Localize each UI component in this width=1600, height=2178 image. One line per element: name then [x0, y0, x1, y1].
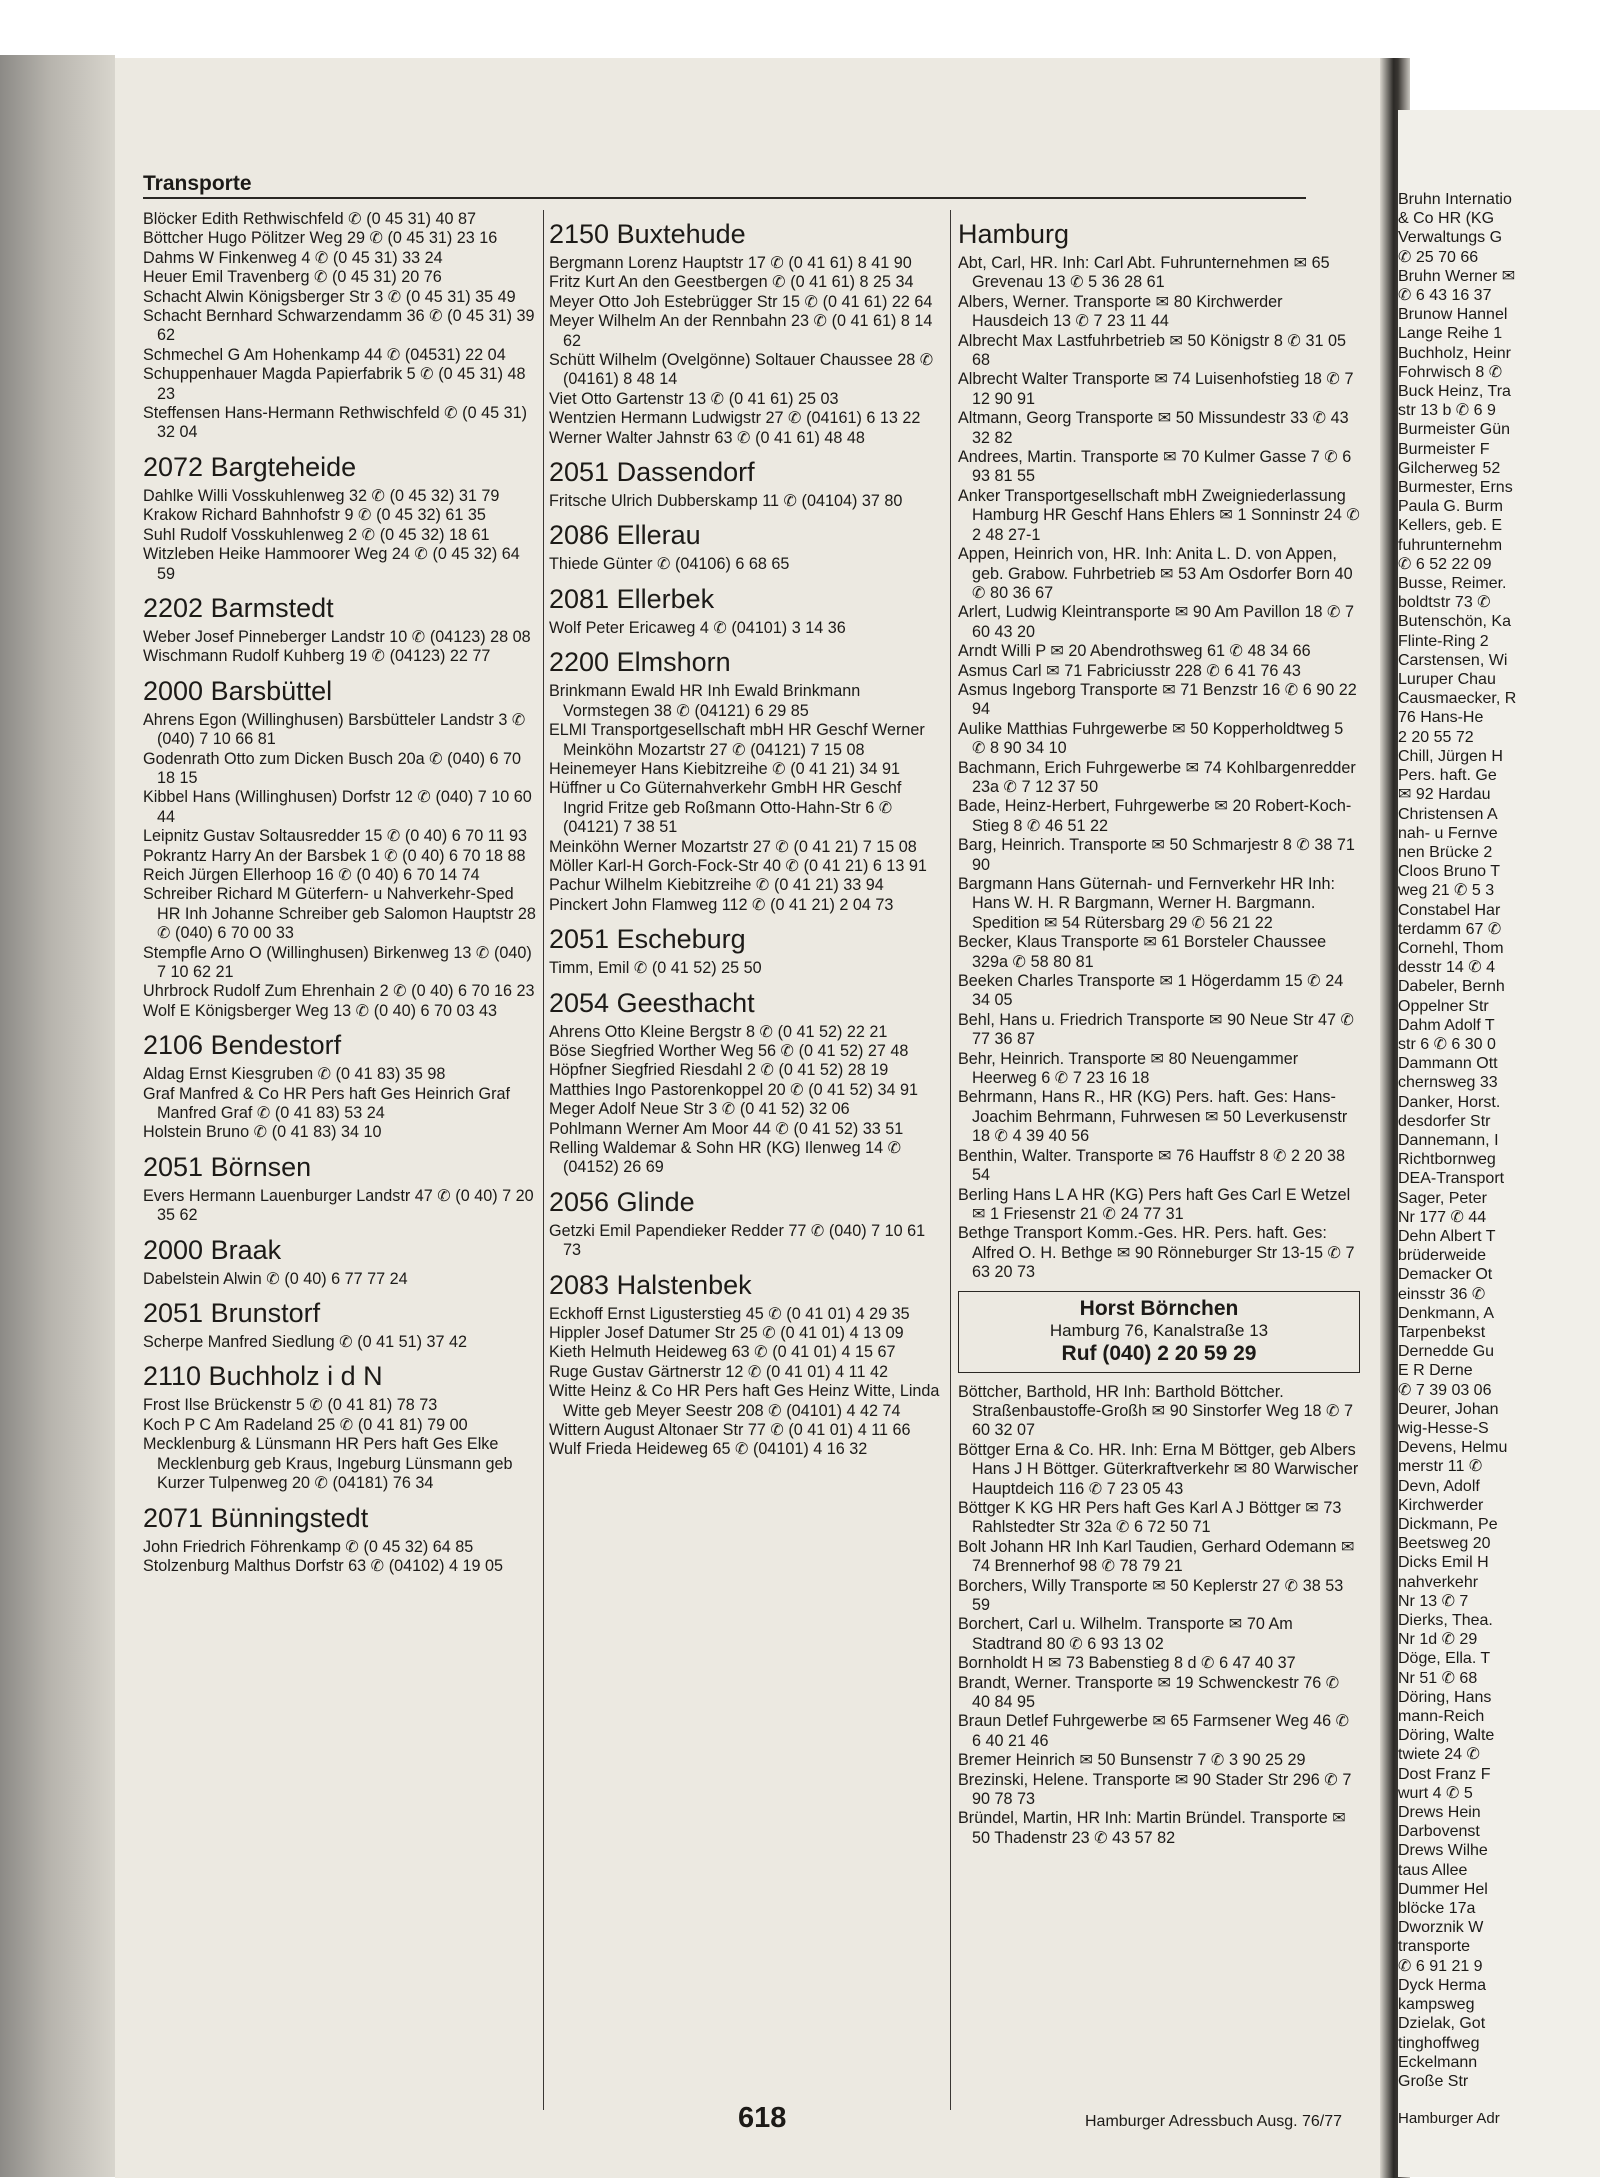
adjacent-entry-fragment: Dabeler, Bernh — [1398, 978, 1505, 996]
adjacent-entry-fragment: Burmester, Erns — [1398, 479, 1513, 497]
adjacent-entry-fragment: Döring, Hans — [1398, 1688, 1492, 1706]
adjacent-entry-fragment: & Co HR (KG — [1398, 210, 1495, 228]
page-footer: Hamburger Adressbuch Ausg. 76/77 — [1085, 2113, 1343, 2130]
directory-entry: Berling Hans L A HR (KG) Pers haft Ges Carl E Wetzel ✉ 1 Friesenstr 21 ✆ 24 77 31 — [958, 1185, 1351, 1223]
directory-entry: Wulf Frieda Heideweg 65 ✆ (04101) 4 16 32 — [549, 1440, 868, 1459]
adjacent-entry-fragment: 76 Hans-He — [1398, 709, 1484, 727]
adjacent-entry-fragment: Kellers, geb. E — [1398, 517, 1503, 535]
directory-entry: Böse Siegfried Worther Weg 56 ✆ (0 41 52) 27 48 — [549, 1041, 909, 1060]
directory-entry: Bremer Heinrich ✉ 50 Bunsenstr 7 ✆ 3 90 25 29 — [958, 1751, 1306, 1770]
directory-entry: Fritz Kurt An den Geestbergen ✆ (0 41 61) 8 25 34 — [549, 273, 914, 292]
directory-entry: Pinckert John Flamweg 112 ✆ (0 41 21) 2 04 73 — [549, 895, 894, 914]
directory-entry: ELMI Transportgesellschaft mbH HR Geschf Werner Meinköhn Mozartstr 27 ✆ (04121) 7 15 08 — [549, 721, 925, 759]
directory-entry: Braun Detlef Fuhrgewerbe ✉ 65 Farmsener Weg 46 ✆ 6 40 21 46 — [958, 1712, 1350, 1750]
directory-entry: Bachmann, Erich Fuhrgewerbe ✉ 74 Kohlbargenredder 23a ✆ 7 12 37 50 — [958, 758, 1356, 796]
adjacent-entry-fragment: Cloos Bruno T — [1398, 863, 1500, 881]
directory-entry: Möller Karl-H Gorch-Fock-Str 40 ✆ (0 41 21) 6 13 91 — [549, 856, 927, 875]
directory-entry: Albers, Werner. Transporte ✉ 80 Kirchwerder Hausdeich 13 ✆ 7 23 11 44 — [958, 292, 1283, 331]
adjacent-entry-fragment: Große Str — [1398, 2072, 1469, 2090]
adjacent-entry-fragment: Verwaltungs G — [1398, 229, 1503, 247]
directory-entry: Bethge Transport Komm.-Ges. HR. Pers. haft. Ges: Alfred O. H. Bethge ✉ 90 Rönneburger Str 13-15 ✆ 7 63 20 73 — [958, 1224, 1355, 1282]
directory-entry: Behrmann, Hans R., HR (KG) Pers. haft. Ges: Hans-Joachim Behrmann, Fuhrwesen ✉ 50 Leverkusenstr 18 ✆ 4 39 40 56 — [958, 1088, 1348, 1146]
city-heading: 2000 Braak — [143, 1234, 282, 1265]
adjacent-entry-fragment: ✆ 7 39 03 06 — [1398, 1381, 1492, 1399]
adjacent-entry-fragment: ✆ 6 52 22 09 — [1398, 555, 1492, 573]
directory-entry: Albrecht Walter Transporte ✉ 74 Luisenhofstieg 18 ✆ 7 12 90 91 — [958, 370, 1354, 408]
adjacent-entry-fragment: wurt 4 ✆ 5 — [1398, 1784, 1473, 1802]
city-heading: 2150 Buxtehude — [549, 219, 746, 249]
adjacent-entry-fragment: Drews Wilhe — [1398, 1842, 1488, 1860]
adjacent-entry-fragment: desstr 14 ✆ 4 — [1398, 959, 1496, 977]
adjacent-entry-fragment: 2 20 55 72 — [1398, 728, 1474, 746]
adjacent-entry-fragment: Dammann Ott — [1398, 1055, 1498, 1073]
directory-entry: Becker, Klaus Transporte ✉ 61 Borsteler Chaussee 329a ✆ 58 80 81 — [958, 933, 1327, 971]
directory-entry: Holstein Bruno ✆ (0 41 83) 34 10 — [143, 1123, 382, 1142]
adjacent-entry-fragment: Devn, Adolf — [1398, 1477, 1480, 1495]
directory-entry: Hüffner u Co Güternahverkehr GmbH HR Geschf Ingrid Fritze geb Roßmann Otto-Hahn-Str 6 ✆ (04121) 7 38 51 — [549, 779, 902, 837]
adjacent-entry-fragment: Oppelner Str — [1398, 997, 1489, 1015]
directory-entry: Beeken Charles Transporte ✉ 1 Högerdamm 15 ✆ 24 34 05 — [958, 972, 1344, 1010]
adjacent-entry-fragment: transporte — [1398, 1938, 1471, 1956]
directory-entry: Eckhoff Ernst Ligusterstieg 45 ✆ (0 41 01) 4 29 35 — [549, 1304, 910, 1323]
adjacent-entry-fragment: Bruhn Werner ✉ — [1398, 267, 1516, 285]
directory-entry: Aldag Ernst Kiesgruben ✆ (0 41 83) 35 98 — [143, 1065, 446, 1084]
directory-entry: Kibbel Hans (Willinghusen) Dorfstr 12 ✆ (040) 7 10 60 44 — [143, 788, 532, 826]
directory-entry: Stempfle Arno O (Willinghusen) Birkenweg 13 ✆ (040) 7 10 62 21 — [143, 943, 532, 981]
adjacent-entry-fragment: tinghoffweg — [1398, 2034, 1480, 2052]
adjacent-entry-fragment: Richtbornweg — [1398, 1151, 1496, 1169]
adjacent-entry-fragment: ✆ 6 43 16 37 — [1398, 287, 1492, 305]
directory-entry: Pokrantz Harry An der Barsbek 1 ✆ (0 40) 6 70 18 88 — [143, 846, 526, 865]
left-page-edge — [0, 55, 115, 2177]
adjacent-entry-fragment: taus Allee — [1398, 1861, 1468, 1879]
page-number: 618 — [738, 2102, 787, 2134]
adjacent-entry-fragment: einsstr 36 ✆ — [1398, 1285, 1486, 1303]
adjacent-entry-fragment: E R Derne — [1398, 1362, 1473, 1380]
adjacent-entry-fragment: Dierks, Thea. — [1398, 1612, 1493, 1630]
directory-entry: Barg, Heinrich. Transporte ✉ 50 Schmarjestr 8 ✆ 38 71 90 — [958, 836, 1355, 874]
city-heading: 2083 Halstenbek — [549, 1269, 752, 1300]
adjacent-entry-fragment: Danker, Horst. — [1398, 1093, 1501, 1111]
directory-entry: Ahrens Otto Kleine Bergstr 8 ✆ (0 41 52) 22 21 — [549, 1022, 888, 1041]
directory-entry: Getzki Emil Papendieker Redder 77 ✆ (040) 7 10 61 73 — [549, 1221, 926, 1260]
directory-entry: Heinemeyer Hans Kiebitzreihe ✆ (0 41 21) 34 91 — [549, 759, 900, 778]
directory-entry: Benthin, Walter. Transporte ✉ 76 Hauffstr 8 ✆ 2 20 38 54 — [958, 1146, 1346, 1185]
column-divider — [543, 210, 544, 2110]
adjacent-page-footer: Hamburger Adr — [1398, 2110, 1500, 2127]
adjacent-entry-fragment: blöcke 17a — [1398, 1900, 1476, 1918]
adjacent-entry-fragment: Nr 13 ✆ 7 — [1398, 1592, 1469, 1610]
directory-entry: Asmus Carl ✉ 71 Fabriciusstr 228 ✆ 6 41 76 43 — [958, 661, 1301, 680]
directory-entry: Witzleben Heike Hammoorer Weg 24 ✆ (0 45 32) 64 59 — [143, 545, 520, 583]
adjacent-entry-fragment: Luruper Chau — [1398, 671, 1496, 689]
adjacent-entry-fragment: nah- u Fernve — [1398, 824, 1498, 842]
city-heading: 2071 Bünningstedt — [143, 1502, 369, 1533]
directory-entry: Mecklenburg & Lünsmann HR Pers haft Ges Elke Mecklenburg geb Kraus, Ingeburg Lünsmann geb Kurzer Tulpenweg 20 ✆ (04181) 76 34 — [143, 1435, 513, 1493]
adjacent-entry-fragment: Cornehl, Thom — [1398, 939, 1504, 957]
adjacent-entry-fragment: Dahm Adolf T — [1398, 1016, 1495, 1034]
city-heading: 2081 Ellerbek — [549, 583, 715, 614]
directory-entry: Graf Manfred & Co HR Pers haft Ges Heinrich Graf Manfred Graf ✆ (0 41 83) 53 24 — [143, 1084, 511, 1123]
directory-entry: Wentzien Hermann Ludwigstr 27 ✆ (04161) 6 13 22 — [549, 409, 921, 428]
adjacent-entry-fragment: Dworznik W — [1398, 1919, 1484, 1937]
directory-entry: Uhrbrock Rudolf Zum Ehrenhain 2 ✆ (0 40) 6 70 16 23 — [143, 982, 535, 1001]
adjacent-entry-fragment: Busse, Reimer. — [1398, 575, 1507, 593]
adjacent-entry-fragment: weg 21 ✆ 5 3 — [1398, 882, 1495, 900]
directory-entry: Brandt, Werner. Transporte ✉ 19 Schwenckestr 76 ✆ 40 84 95 — [958, 1673, 1340, 1712]
city-heading: 2110 Buchholz i d N — [143, 1361, 383, 1392]
directory-entry: Dabelstein Alwin ✆ (0 40) 6 77 77 24 — [143, 1269, 408, 1288]
directory-entry: Bargmann Hans Güternah- und Fernverkehr HR Inh: Hans W. H. R Bargmann, Werner H. Bargmann. Spedition ✉ 54 Rütersbarg 29 ✆ 56 21 22 — [958, 875, 1335, 932]
directory-entry: Arndt Willi P ✉ 20 Abendrothsweg 61 ✆ 48 34 66 — [958, 642, 1311, 661]
directory-entry: Brezinski, Helene. Transporte ✉ 90 Stader Str 296 ✆ 7 90 78 73 — [958, 1770, 1352, 1809]
directory-entry: Bolt Johann HR Inh Karl Taudien, Gerhard Odemann ✉ 74 Brennerhof 98 ✆ 78 79 21 — [958, 1537, 1355, 1576]
directory-entry: Böttger Erna & Co. HR. Inh: Erna M Böttger, geb Albers Hans J H Böttger. Güterkraftverkehr ✉ 80 Warwischer Hauptdeich 116 ✆ 7 23 05 43 — [958, 1440, 1359, 1498]
directory-entry: Wolf Peter Ericaweg 4 ✆ (04101) 3 14 36 — [549, 618, 846, 637]
adjacent-entry-fragment: Dicks Emil H — [1398, 1554, 1489, 1572]
city-heading: 2106 Bendestorf — [143, 1030, 342, 1061]
adjacent-entry-fragment: boldtstr 73 ✆ — [1398, 594, 1491, 612]
adjacent-entry-fragment: ✆ 6 91 21 9 — [1398, 1957, 1483, 1975]
directory-entry: Frost Ilse Brückenstr 5 ✆ (0 41 81) 78 73 — [143, 1396, 438, 1415]
city-heading: 2051 Brunstorf — [143, 1298, 321, 1329]
adjacent-entry-fragment: Nr 177 ✆ 44 — [1398, 1208, 1487, 1226]
directory-entry: Krakow Richard Bahnhofstr 9 ✆ (0 45 32) 61 35 — [143, 506, 486, 525]
directory-entry: Bade, Heinz-Herbert, Fuhrgewerbe ✉ 20 Robert-Koch-Stieg 8 ✆ 46 51 22 — [958, 797, 1352, 835]
directory-entry: Schacht Alwin Königsberger Str 3 ✆ (0 45 31) 35 49 — [143, 287, 516, 306]
adjacent-entry-fragment: Buck Heinz, Tra — [1398, 383, 1511, 401]
directory-entry: Schmechel G Am Hohenkamp 44 ✆ (04531) 22 04 — [143, 345, 506, 364]
ad-address: Hamburg 76, Kanalstraße 13 — [1049, 1320, 1269, 1340]
adjacent-page-column — [1398, 190, 1600, 2091]
adjacent-entry-fragment: Döge, Ella. T — [1398, 1650, 1491, 1668]
directory-entry: Bründel, Martin, HR Inh: Martin Bründel. Transporte ✉ 50 Thadenstr 23 ✆ 43 57 82 — [958, 1809, 1346, 1847]
city-heading: 2051 Escheburg — [549, 924, 746, 955]
directory-entry: Meyer Wilhelm An der Rennbahn 23 ✆ (0 41 61) 8 14 62 — [549, 312, 933, 350]
adjacent-entry-fragment: nahverkehr — [1398, 1573, 1479, 1591]
directory-entry: Viet Otto Gartenstr 13 ✆ (0 41 61) 25 03 — [549, 389, 839, 408]
adjacent-entry-fragment: Carstensen, Wi — [1398, 651, 1508, 669]
directory-entry: Borchert, Carl u. Wilhelm. Transporte ✉ 70 Am Stadtrand 80 ✆ 6 93 13 02 — [958, 1615, 1293, 1653]
adjacent-entry-fragment: mann-Reich — [1398, 1708, 1485, 1726]
adjacent-entry-fragment: Buchholz, Heinr — [1398, 344, 1511, 362]
adjacent-entry-fragment: Christensen A — [1398, 805, 1498, 823]
adjacent-entry-fragment: Darbovenst — [1398, 1823, 1480, 1841]
adjacent-entry-fragment: twiete 24 ✆ — [1398, 1746, 1480, 1764]
ad-company-name: Horst Börnchen — [1079, 1296, 1239, 1320]
column-divider — [950, 210, 951, 2110]
directory-entry: Bergmann Lorenz Hauptstr 17 ✆ (0 41 61) 8 41 90 — [549, 254, 912, 272]
adjacent-entry-fragment: brüderweide — [1398, 1247, 1487, 1265]
adjacent-entry-fragment: Kirchwerder — [1398, 1496, 1484, 1514]
adjacent-page — [1398, 110, 1600, 2177]
directory-entry: Bornholdt H ✉ 73 Babenstieg 8 d ✆ 6 47 40 37 — [958, 1654, 1296, 1673]
directory-entry: Meyer Otto Joh Estebrügger Str 15 ✆ (0 41 61) 22 64 — [549, 292, 933, 311]
adjacent-entry-fragment: Deurer, Johan — [1398, 1400, 1499, 1418]
directory-entry: Wittern August Altonaer Str 77 ✆ (0 41 01) 4 11 66 — [549, 1421, 911, 1440]
directory-entry: Matthies Ingo Pastorenkoppel 20 ✆ (0 41 52) 34 91 — [549, 1080, 919, 1099]
city-heading: Hamburg — [958, 219, 1070, 249]
directory-entry: Andrees, Martin. Transporte ✉ 70 Kulmer Gasse 7 ✆ 6 93 81 55 — [958, 448, 1352, 486]
adjacent-entry-fragment: Burmeister F — [1398, 440, 1490, 458]
adjacent-entry-fragment: chernsweg 33 — [1398, 1074, 1498, 1092]
directory-entry: Schacht Bernhard Schwarzendamm 36 ✆ (0 45 31) 39 62 — [143, 307, 535, 345]
adjacent-entry-fragment: Fohrwisch 8 ✆ — [1398, 363, 1503, 381]
directory-entry: Böttcher, Barthold, HR Inh: Barthold Böttcher. Straßenbaustoffe-Großh ✉ 90 Sinstorfer Weg 18 ✆ 7 60 32 07 — [958, 1382, 1354, 1440]
adjacent-entry-fragment: Eckelmann — [1398, 2053, 1478, 2071]
adjacent-entry-fragment: Denkmann, A — [1398, 1304, 1495, 1322]
adjacent-entry-fragment: Constabel Har — [1398, 901, 1501, 919]
directory-entry: Witte Heinz & Co HR Pers haft Ges Heinz Witte, Linda Witte geb Meyer Seestr 208 ✆ (04101) 4 42 74 — [549, 1382, 940, 1420]
adjacent-entry-fragment: ✉ 92 Hardau — [1398, 786, 1491, 804]
directory-entry: Anker Transportgesellschaft mbH Zweigniederlassung Hamburg HR Geschf Hans Ehlers ✉ 1 Sonninstr 24 ✆ 2 48 27-1 — [958, 486, 1360, 544]
adjacent-entry-fragment: Dehn Albert T — [1398, 1227, 1496, 1245]
adjacent-entry-fragment: Bruhn Internatio — [1398, 191, 1512, 208]
city-heading: 2200 Elmshorn — [549, 647, 731, 678]
directory-entry: Kieth Helmuth Heideweg 63 ✆ (0 41 01) 4 15 67 — [549, 1343, 896, 1362]
city-heading: 2086 Ellerau — [549, 520, 701, 551]
directory-entry: Wischmann Rudolf Kuhberg 19 ✆ (04123) 22 77 — [143, 647, 491, 666]
adjacent-entry-fragment: str 13 b ✆ 6 9 — [1398, 402, 1496, 420]
adjacent-entry-fragment: nen Brücke 2 — [1398, 843, 1493, 861]
column-1 — [143, 210, 538, 1576]
directory-entry: Blöcker Edith Rethwischfeld ✆ (0 45 31) 40 87 — [143, 210, 476, 228]
directory-entry: Suhl Rudolf Vosskuhlenweg 2 ✆ (0 45 32) 18 61 — [143, 525, 490, 544]
adjacent-entry-fragment: ✆ 25 70 66 — [1398, 248, 1479, 266]
adjacent-entry-fragment: Burmeister Gün — [1398, 421, 1511, 439]
directory-entry: Borchers, Willy Transporte ✉ 50 Keplerstr 27 ✆ 38 53 59 — [958, 1576, 1344, 1614]
directory-entry: Evers Hermann Lauenburger Landstr 47 ✆ (0 40) 7 20 35 62 — [143, 1186, 534, 1225]
directory-entry: Pohlmann Werner Am Moor 44 ✆ (0 41 52) 33 51 — [549, 1119, 904, 1138]
adjacent-entry-fragment: Dyck Herma — [1398, 1976, 1487, 1994]
adjacent-entry-fragment: Sager, Peter — [1398, 1189, 1487, 1207]
directory-entry: Wolf E Königsberger Weg 13 ✆ (0 40) 6 70 03 43 — [143, 1001, 498, 1020]
city-heading: 2051 Börnsen — [143, 1151, 312, 1182]
directory-entry: Werner Walter Jahnstr 63 ✆ (0 41 61) 48 48 — [549, 428, 865, 447]
city-heading: 2000 Barsbüttel — [143, 675, 333, 706]
adjacent-entry-fragment: Dickmann, Pe — [1398, 1516, 1498, 1534]
directory-entry: Dahlke Willi Vosskuhlenweg 32 ✆ (0 45 32) 31 79 — [143, 486, 500, 505]
adjacent-entry-fragment: Dummer Hel — [1398, 1880, 1488, 1898]
adjacent-entry-fragment: Causmaecker, R — [1398, 690, 1517, 708]
adjacent-entry-fragment: Dzielak, Got — [1398, 2015, 1486, 2033]
directory-entry: Leipnitz Gustav Soltausredder 15 ✆ (0 40) 6 70 11 93 — [143, 827, 528, 846]
directory-entry: Godenrath Otto zum Dicken Busch 20a ✆ (040) 6 70 18 15 — [143, 749, 521, 787]
directory-entry: Behr, Heinrich. Transporte ✉ 80 Neuengammer Heerweg 6 ✆ 7 23 16 18 — [958, 1049, 1299, 1088]
adjacent-entry-fragment: Lange Reihe 1 — [1398, 325, 1503, 343]
directory-entry: Ruge Gustav Gärtnerstr 12 ✆ (0 41 01) 4 11 42 — [549, 1362, 888, 1381]
directory-entry: John Friedrich Föhrenkamp ✆ (0 45 32) 64 85 — [143, 1537, 474, 1556]
adjacent-entry-fragment: Devens, Helmu — [1398, 1439, 1508, 1457]
directory-entry: Thiede Günter ✆ (04106) 6 68 65 — [549, 555, 790, 574]
adjacent-entry-fragment: Demacker Ot — [1398, 1266, 1493, 1284]
directory-entry: Schütt Wilhelm (Ovelgönne) Soltauer Chaussee 28 ✆ (04161) 8 48 14 — [549, 351, 934, 389]
directory-entry: Behl, Hans u. Friedrich Transporte ✉ 90 Neue Str 47 ✆ 77 36 87 — [958, 1010, 1355, 1049]
city-heading: 2054 Geesthacht — [549, 987, 755, 1018]
directory-entry: Meinköhn Werner Mozartstr 27 ✆ (0 41 21) 7 15 08 — [549, 837, 917, 856]
directory-entry: Altmann, Georg Transporte ✉ 50 Missundestr 33 ✆ 43 32 82 — [958, 409, 1349, 447]
directory-entry: Weber Josef Pinneberger Landstr 10 ✆ (04123) 28 08 — [143, 627, 531, 646]
adjacent-entry-fragment: Butenschön, Ka — [1398, 613, 1511, 631]
city-heading: 2051 Dassendorf — [549, 457, 755, 488]
adjacent-entry-fragment: Drews Hein — [1398, 1804, 1481, 1822]
directory-entry: Ahrens Egon (Willinghusen) Barsbütteler Landstr 3 ✆ (040) 7 10 66 81 — [143, 710, 526, 749]
directory-entry: Brinkmann Ewald HR Inh Ewald Brinkmann Vormstegen 38 ✆ (04121) 6 29 85 — [549, 682, 861, 720]
directory-entry: Dahms W Finkenweg 4 ✆ (0 45 31) 33 24 — [143, 248, 443, 267]
directory-entry: Relling Waldemar & Sohn HR (KG) Ilenweg 14 ✆ (04152) 26 69 — [549, 1139, 902, 1177]
adjacent-entry-fragment: Brunow Hannel — [1398, 306, 1508, 324]
adjacent-entry-fragment: Pers. haft. Ge — [1398, 767, 1497, 785]
directory-entry: Reich Jürgen Ellerhoop 16 ✆ (0 40) 6 70 14 74 — [143, 865, 480, 884]
directory-entry: Asmus Ingeborg Transporte ✉ 71 Benzstr 16 ✆ 6 90 22 94 — [958, 680, 1357, 719]
city-heading: 2056 Glinde — [549, 1186, 695, 1217]
directory-entry: Schuppenhauer Magda Papierfabrik 5 ✆ (0 45 31) 48 23 — [143, 365, 526, 403]
adjacent-entry-fragment: Dannemann, I — [1398, 1131, 1499, 1149]
directory-entry: Arlert, Ludwig Kleintransporte ✉ 90 Am Pavillon 18 ✆ 7 60 43 20 — [958, 603, 1355, 641]
directory-entry: Pachur Wilhelm Kiebitzreihe ✆ (0 41 21) 33 94 — [549, 876, 884, 895]
city-heading: 2202 Barmstedt — [143, 592, 334, 623]
ad-phone: Ruf (040) 2 20 59 29 — [1061, 1341, 1257, 1365]
directory-entry: Abt, Carl, HR. Inh: Carl Abt. Fuhrunternehmen ✉ 65 Grevenau 13 ✆ 5 36 28 61 — [958, 254, 1330, 292]
adjacent-entry-fragment: Tarpenbekst — [1398, 1323, 1486, 1341]
directory-entry: Böttcher Hugo Pölitzer Weg 29 ✆ (0 45 31) 23 16 — [143, 229, 498, 248]
adjacent-entry-fragment: terdamm 67 ✆ — [1398, 920, 1502, 938]
directory-entry: Heuer Emil Travenberg ✆ (0 45 31) 20 76 — [143, 268, 442, 287]
directory-entry: Stolzenburg Malthus Dorfstr 63 ✆ (04102) 4 19 05 — [143, 1556, 503, 1575]
directory-entry: Böttger K KG HR Pers haft Ges Karl A J Böttger ✉ 73 Rahlstedter Str 32a ✆ 6 72 50 71 — [958, 1498, 1342, 1537]
directory-entry: Scherpe Manfred Siedlung ✆ (0 41 51) 37 42 — [143, 1333, 468, 1352]
adjacent-entry-fragment: Nr 51 ✆ 68 — [1398, 1669, 1478, 1687]
adjacent-entry-fragment: wig-Hesse-S — [1398, 1420, 1489, 1437]
adjacent-entry-fragment: fuhrunternehm — [1398, 536, 1503, 554]
directory-entry: Schreiber Richard M Güterfern- u Nahverkehr-Sped HR Inh Johanne Schreiber geb Salomon Hauptstr 28 ✆ (040) 6 70 00 33 — [143, 885, 536, 943]
adjacent-entry-fragment: DEA-Transport — [1398, 1170, 1505, 1188]
adjacent-entry-fragment: Döring, Walte — [1398, 1727, 1495, 1745]
adjacent-entry-fragment: Beetsweg 20 — [1398, 1535, 1491, 1553]
adjacent-entry-fragment: Gilcherweg 52 — [1398, 459, 1501, 477]
adjacent-entry-fragment: Paula G. Burm — [1398, 498, 1503, 516]
adjacent-entry-fragment: kampsweg — [1398, 1996, 1475, 2014]
directory-entry: Albrecht Max Lastfuhrbetrieb ✉ 50 Königstr 8 ✆ 31 05 68 — [958, 331, 1346, 370]
adjacent-entry-fragment: Flinte-Ring 2 — [1398, 632, 1489, 650]
adjacent-entry-fragment: merstr 11 ✆ — [1398, 1458, 1483, 1476]
heading-rule — [143, 197, 1306, 199]
adjacent-entry-fragment: Nr 1d ✆ 29 — [1398, 1631, 1478, 1649]
adjacent-entry-fragment: Dost Franz F — [1398, 1765, 1491, 1783]
adjacent-entry-fragment: Chill, Jürgen H — [1398, 747, 1503, 765]
directory-entry: Höpfner Siegfried Riesdahl 2 ✆ (0 41 52) 28 19 — [549, 1061, 889, 1080]
adjacent-entry-fragment: str 6 ✆ 6 30 0 — [1398, 1035, 1496, 1053]
directory-entry: Hippler Josef Datumer Str 25 ✆ (0 41 01) 4 13 09 — [549, 1324, 904, 1343]
directory-entry: Fritsche Ulrich Dubberskamp 11 ✆ (04104) 37 80 — [549, 492, 903, 511]
city-heading: 2072 Bargteheide — [143, 451, 357, 482]
directory-entry: Timm, Emil ✆ (0 41 52) 25 50 — [549, 959, 762, 978]
adjacent-entry-fragment: Dernedde Gu — [1398, 1343, 1495, 1361]
adjacent-entry-fragment: desdorfer Str — [1398, 1112, 1491, 1130]
directory-entry: Appen, Heinrich von, HR. Inh: Anita L. D. von Appen, geb. Grabow. Fuhrbetrieb ✉ 53 Am Osdorfer Born 40 ✆ 80 36 67 — [958, 545, 1353, 602]
directory-entry: Koch P C Am Radeland 25 ✆ (0 41 81) 79 00 — [143, 1415, 468, 1434]
directory-entry: Steffensen Hans-Hermann Rethwischfeld ✆ (0 45 31) 32 04 — [143, 404, 527, 442]
directory-entry: Aulike Matthias Fuhrgewerbe ✉ 50 Kopperholdtweg 5 ✆ 8 90 34 10 — [958, 719, 1344, 758]
column-2 — [549, 210, 942, 1460]
section-heading: Transporte — [143, 172, 252, 195]
advertisement-box — [958, 1291, 1360, 1373]
directory-entry: Meger Adolf Neue Str 3 ✆ (0 41 52) 32 06 — [549, 1100, 850, 1119]
column-3 — [958, 210, 1360, 1848]
